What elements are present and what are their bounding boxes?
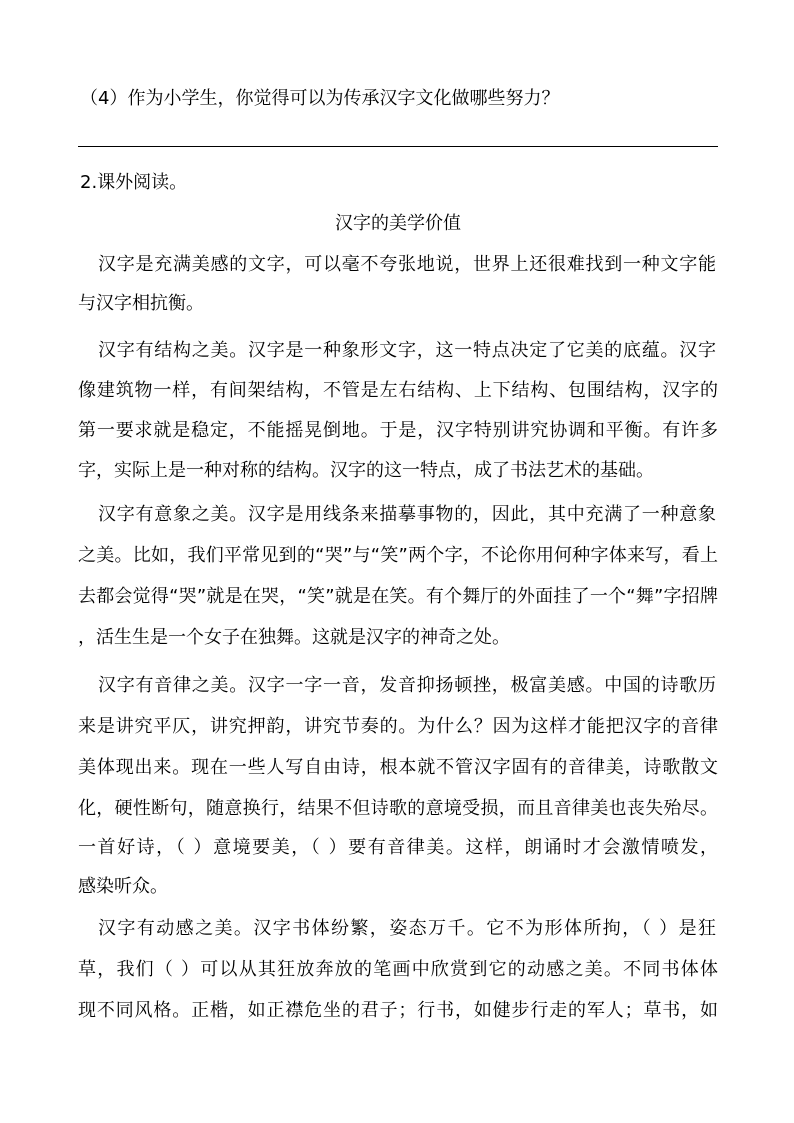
text-line: 之美。比如，我们平常见到的“哭”与“笑”两个字，不论你用何种字体来写，看上 — [78, 545, 718, 566]
answer-line[interactable] — [78, 146, 718, 147]
text-line: 来是讲究平仄，讲究押韵，讲究节奏的。为什么？因为这样才能把汉字的音律 — [78, 716, 718, 737]
text-line: 去都会觉得“哭”就是在哭，“笑”就是在笑。有个舞厅的外面挂了一个“舞”字招牌 — [78, 586, 718, 607]
text-line: 汉字有结构之美。汉字是一种象形文字，这一特点决定了它美的底蕴。汉字 — [98, 340, 716, 361]
text-line: 像建筑物一样，有间架结构，不管是左右结构、上下结构、包围结构，汉字的 — [78, 380, 718, 401]
section-heading: 2.课外阅读。 — [80, 172, 188, 193]
text-line: 汉字有意象之美。汉字是用线条来描摹事物的，因此，其中充满了一种意象 — [98, 504, 716, 525]
text-line: 汉字有动感之美。汉字书体纷繁，姿态万千。它不为形体所拘，（ ）是狂 — [98, 918, 716, 939]
text-line: 草，我们（ ）可以从其狂放奔放的笔画中欣赏到它的动感之美。不同书体体 — [78, 959, 718, 980]
text-line: 第一要求就是稳定，不能摇晃倒地。于是，汉字特别讲究协调和平衡。有许多 — [78, 420, 718, 441]
text-line: 与汉字相抗衡。 — [78, 293, 204, 314]
text-line: 美体现出来。现在一些人写自由诗，根本就不管汉字固有的音律美，诗歌散文 — [78, 757, 718, 778]
text-line: 汉字有音律之美。汉字一字一音，发音抑扬顿挫，极富美感。中国的诗歌历 — [98, 675, 716, 696]
article-title: 汉字的美学价值 — [335, 213, 461, 234]
text-line: 一首好诗，（ ）意境要美，（ ）要有音律美。这样，朗诵时才会激情喷发， — [78, 837, 718, 858]
text-line: ，活生生是一个女子在独舞。这就是汉字的神奇之处。 — [78, 627, 510, 648]
text-line: 感染听众。 — [78, 876, 168, 897]
text-line: 现不同风格。正楷，如正襟危坐的君子；行书，如健步行走的军人；草书，如 — [78, 1000, 718, 1021]
text-line: 字，实际上是一种对称的结构。汉字的这一特点，成了书法艺术的基础。 — [78, 460, 654, 481]
text-line: 汉字是充满美感的文字，可以毫不夸张地说，世界上还很难找到一种文字能 — [98, 254, 716, 275]
text-line: 化，硬性断句，随意换行，结果不但诗歌的意境受损，而且音律美也丧失殆尽。 — [78, 798, 718, 819]
question-4: （4）作为小学生，你觉得可以为传承汉字文化做哪些努力？ — [80, 88, 560, 109]
